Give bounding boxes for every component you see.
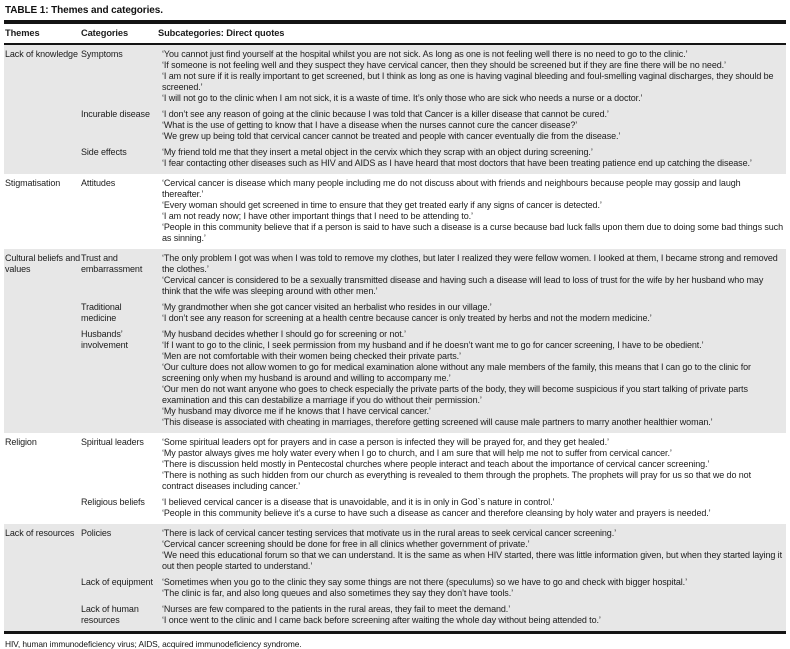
theme-group bbox=[4, 249, 786, 433]
theme-cell: Cultural beliefs and values bbox=[5, 253, 81, 274]
category-row bbox=[81, 302, 786, 324]
quote-line: ‘If I want to go to the clinic, I seek permission from my husband and if he doesn’t want me to go for cancer screening, I have to be obedient.’ bbox=[162, 340, 704, 350]
category-rows bbox=[81, 49, 786, 169]
quotes-cell bbox=[162, 147, 786, 169]
quotes-cell bbox=[162, 302, 786, 324]
quotes-cell bbox=[162, 577, 786, 599]
category-cell: Spiritual leaders bbox=[81, 437, 144, 447]
category-row bbox=[81, 49, 786, 104]
quote-line: ‘Cervical cancer is disease which many people including me do not discuss about with friends and neighbours because people may gossip and laugh thereafter.’ bbox=[162, 178, 741, 199]
category-rows bbox=[81, 528, 786, 626]
theme-cell: Stigmatisation bbox=[5, 178, 61, 188]
quote-line: ‘Our culture does not allow women to go for medical examination alone without any male members of the family, this means that I can go to the clinic for screening only when my husband is around and willing to accompany me.’ bbox=[162, 362, 751, 383]
quote-line: ‘We grew up being told that cervical cancer cannot be treated and people with cancer eventually die from the disease.’ bbox=[162, 131, 621, 141]
quotes-cell bbox=[162, 253, 786, 297]
quote-line: ‘What is the use of getting to know that I have a disease when the nurses cannot cure the cancer disease?’ bbox=[162, 120, 578, 130]
theme-cell: Lack of resources bbox=[5, 528, 75, 538]
category-rows bbox=[81, 178, 786, 244]
category-cell: Traditional medicine bbox=[81, 302, 122, 323]
theme-cell: Religion bbox=[5, 437, 37, 447]
table-title: TABLE 1: Themes and categories. bbox=[5, 5, 163, 16]
quotes-cell bbox=[162, 49, 786, 104]
category-row bbox=[81, 604, 786, 626]
category-row bbox=[81, 178, 786, 244]
quote-line: ‘The clinic is far, and also long queues and also sometimes they say they don’t have tools.’ bbox=[162, 588, 514, 598]
quote-line: ‘You cannot just find yourself at the hospital whilst you are not sick. As long as one is not feeling well there is no need to go to the clinic.’ bbox=[162, 49, 688, 59]
quote-line: ‘My grandmother when she got cancer visited an herbalist who resides in our village.’ bbox=[162, 302, 492, 312]
quote-line: ‘Nurses are few compared to the patients in the rural areas, they fail to meet the demand.’ bbox=[162, 604, 511, 614]
category-cell: Policies bbox=[81, 528, 112, 538]
table-footnote: HIV, human immunodeficiency virus; AIDS, acquired immunodeficiency syndrome. bbox=[5, 639, 302, 649]
quote-line: ‘People in this community believe that if a person is said to have such a disease is a curse because bad luck falls upon them due to doing some bad things such as sinning.’ bbox=[162, 222, 783, 243]
quotes-cell bbox=[162, 178, 786, 244]
theme-group bbox=[4, 174, 786, 249]
theme-group bbox=[4, 524, 786, 631]
quotes-cell bbox=[162, 437, 786, 492]
quote-line: ‘If someone is not feeling well and they suspect they have cervical cancer, then they should be screened but if they are fine there will be no need.’ bbox=[162, 60, 726, 70]
quote-line: ‘I believed cervical cancer is a disease that is unavoidable, and it is in only in God`s nature in control.’ bbox=[162, 497, 555, 507]
column-header-categories: Categories bbox=[81, 28, 129, 38]
themes-table bbox=[4, 20, 786, 634]
category-cell: Husbands’ involvement bbox=[81, 329, 128, 350]
table-body bbox=[4, 45, 786, 631]
quote-line: ‘We need this educational forum so that we can understand. It is the same as when HIV started, there was little information given, but when they started laying it out then people started to understand.’ bbox=[162, 550, 782, 571]
category-row bbox=[81, 147, 786, 169]
quote-line: ‘I once went to the clinic and I came back before screening after waiting the whole day without being attended to.’ bbox=[162, 615, 601, 625]
table-header-row bbox=[4, 24, 786, 45]
quote-line: ‘Cervical cancer is considered to be a sexually transmitted disease and having such a disease will lead to loss of trust for the wife by her husband who may think that the wife was sleeping around with other men.’ bbox=[162, 275, 764, 296]
quote-line: ‘I fear contacting other diseases such as HIV and AIDS as I have heard that most doctors that have been treating patience end up catching the disease.’ bbox=[162, 158, 752, 168]
quote-line: ‘I will not go to the clinic when I am not sick, it is a waste of time. It’s only those who are sick who needs a nurse or a doctor.’ bbox=[162, 93, 643, 103]
category-row bbox=[81, 329, 786, 428]
quotes-cell bbox=[162, 604, 786, 626]
category-cell: Incurable disease bbox=[81, 109, 150, 119]
quote-line: ‘This disease is associated with cheating in marriages, therefore getting screened will cause male partners to marry another healthier woman.’ bbox=[162, 417, 713, 427]
quotes-cell bbox=[162, 528, 786, 572]
quote-line: ‘Our men do not want anyone who goes to check especially the private parts of the body, they will become suspicious if you start talking of private parts examination and this can destabilize a marriage if you do without their permission.’ bbox=[162, 384, 748, 405]
quotes-cell bbox=[162, 329, 786, 428]
quote-line: ‘I am not sure if it is really important to get screened, but I think as long as one is having vaginal bleeding and foul-smelling vaginal discharges, they should be screened.’ bbox=[162, 71, 774, 92]
quote-line: ‘There is nothing as such hidden from our church as everything is revealed to them through the prophets. The prophets will pray for us so that we do not contract diseases including cancer.’ bbox=[162, 470, 751, 491]
quote-line: ‘Men are not comfortable with their women being checked their private parts.’ bbox=[162, 351, 461, 361]
category-row bbox=[81, 577, 786, 599]
column-header-subcategories: Subcategories: Direct quotes bbox=[158, 28, 285, 38]
quote-line: ‘Some spiritual leaders opt for prayers and in case a person is infected they will be prayed for, and they get healed.’ bbox=[162, 437, 609, 447]
category-rows bbox=[81, 253, 786, 428]
quote-line: ‘My pastor always gives me holy water every when I go to church, and I am sure that will help me not to suffer from cervical cancer.’ bbox=[162, 448, 672, 458]
quotes-cell bbox=[162, 109, 786, 142]
category-row bbox=[81, 253, 786, 297]
quote-line: ‘People in this community believe it’s a curse to have such a disease as cancer and therefore cleansing by holy water and prayers is needed.’ bbox=[162, 508, 711, 518]
category-row bbox=[81, 109, 786, 142]
quote-line: ‘Every woman should get screened in time to ensure that they get treated early if any signs of cancer is detected.’ bbox=[162, 200, 602, 210]
quote-line: ‘Sometimes when you go to the clinic they say some things are not there (speculums) so we have to go and check with bigger hospital.’ bbox=[162, 577, 687, 587]
category-row bbox=[81, 528, 786, 572]
quote-line: ‘My husband may divorce me if he knows that I have cervical cancer.’ bbox=[162, 406, 431, 416]
category-cell: Symptoms bbox=[81, 49, 123, 59]
category-rows bbox=[81, 437, 786, 519]
category-cell: Lack of human resources bbox=[81, 604, 139, 625]
category-cell: Side effects bbox=[81, 147, 127, 157]
quote-line: ‘There is discussion held mostly in Pentecostal churches where people interact and teach about the importance of cervical cancer screening.’ bbox=[162, 459, 710, 469]
quote-line: ‘The only problem I got was when I was told to remove my clothes, but later I realized they were fellow women. I looked at them, I became strong and removed the clothes.’ bbox=[162, 253, 778, 274]
quotes-cell bbox=[162, 497, 786, 519]
category-row bbox=[81, 437, 786, 492]
category-row bbox=[81, 497, 786, 519]
quote-line: ‘I am not ready now; I have other important things that I need to be attending to.’ bbox=[162, 211, 473, 221]
column-header-themes: Themes bbox=[5, 28, 40, 38]
category-cell: Trust and embarrassment bbox=[81, 253, 143, 274]
category-cell: Lack of equipment bbox=[81, 577, 153, 587]
quote-line: ‘My husband decides whether I should go for screening or not.’ bbox=[162, 329, 406, 339]
quote-line: ‘My friend told me that they insert a metal object in the cervix which they scrap with an object during screening.’ bbox=[162, 147, 593, 157]
category-cell: Religious beliefs bbox=[81, 497, 145, 507]
theme-cell: Lack of knowledge bbox=[5, 49, 78, 59]
theme-group bbox=[4, 45, 786, 174]
quote-line: ‘I don’t see any reason for screening at a health centre because cancer is only treated by herbs and not the modern medicine.’ bbox=[162, 313, 652, 323]
quote-line: ‘I don’t see any reason of going at the clinic because I was told that Cancer is a killer disease that cannot be cured.’ bbox=[162, 109, 609, 119]
quote-line: ‘Cervical cancer screening should be done for free in all clinics whether government of private.’ bbox=[162, 539, 530, 549]
category-cell: Attitudes bbox=[81, 178, 116, 188]
quote-line: ‘There is lack of cervical cancer testing services that motivate us in the rural areas to seek cervical cancer screening.’ bbox=[162, 528, 616, 538]
theme-group bbox=[4, 433, 786, 524]
